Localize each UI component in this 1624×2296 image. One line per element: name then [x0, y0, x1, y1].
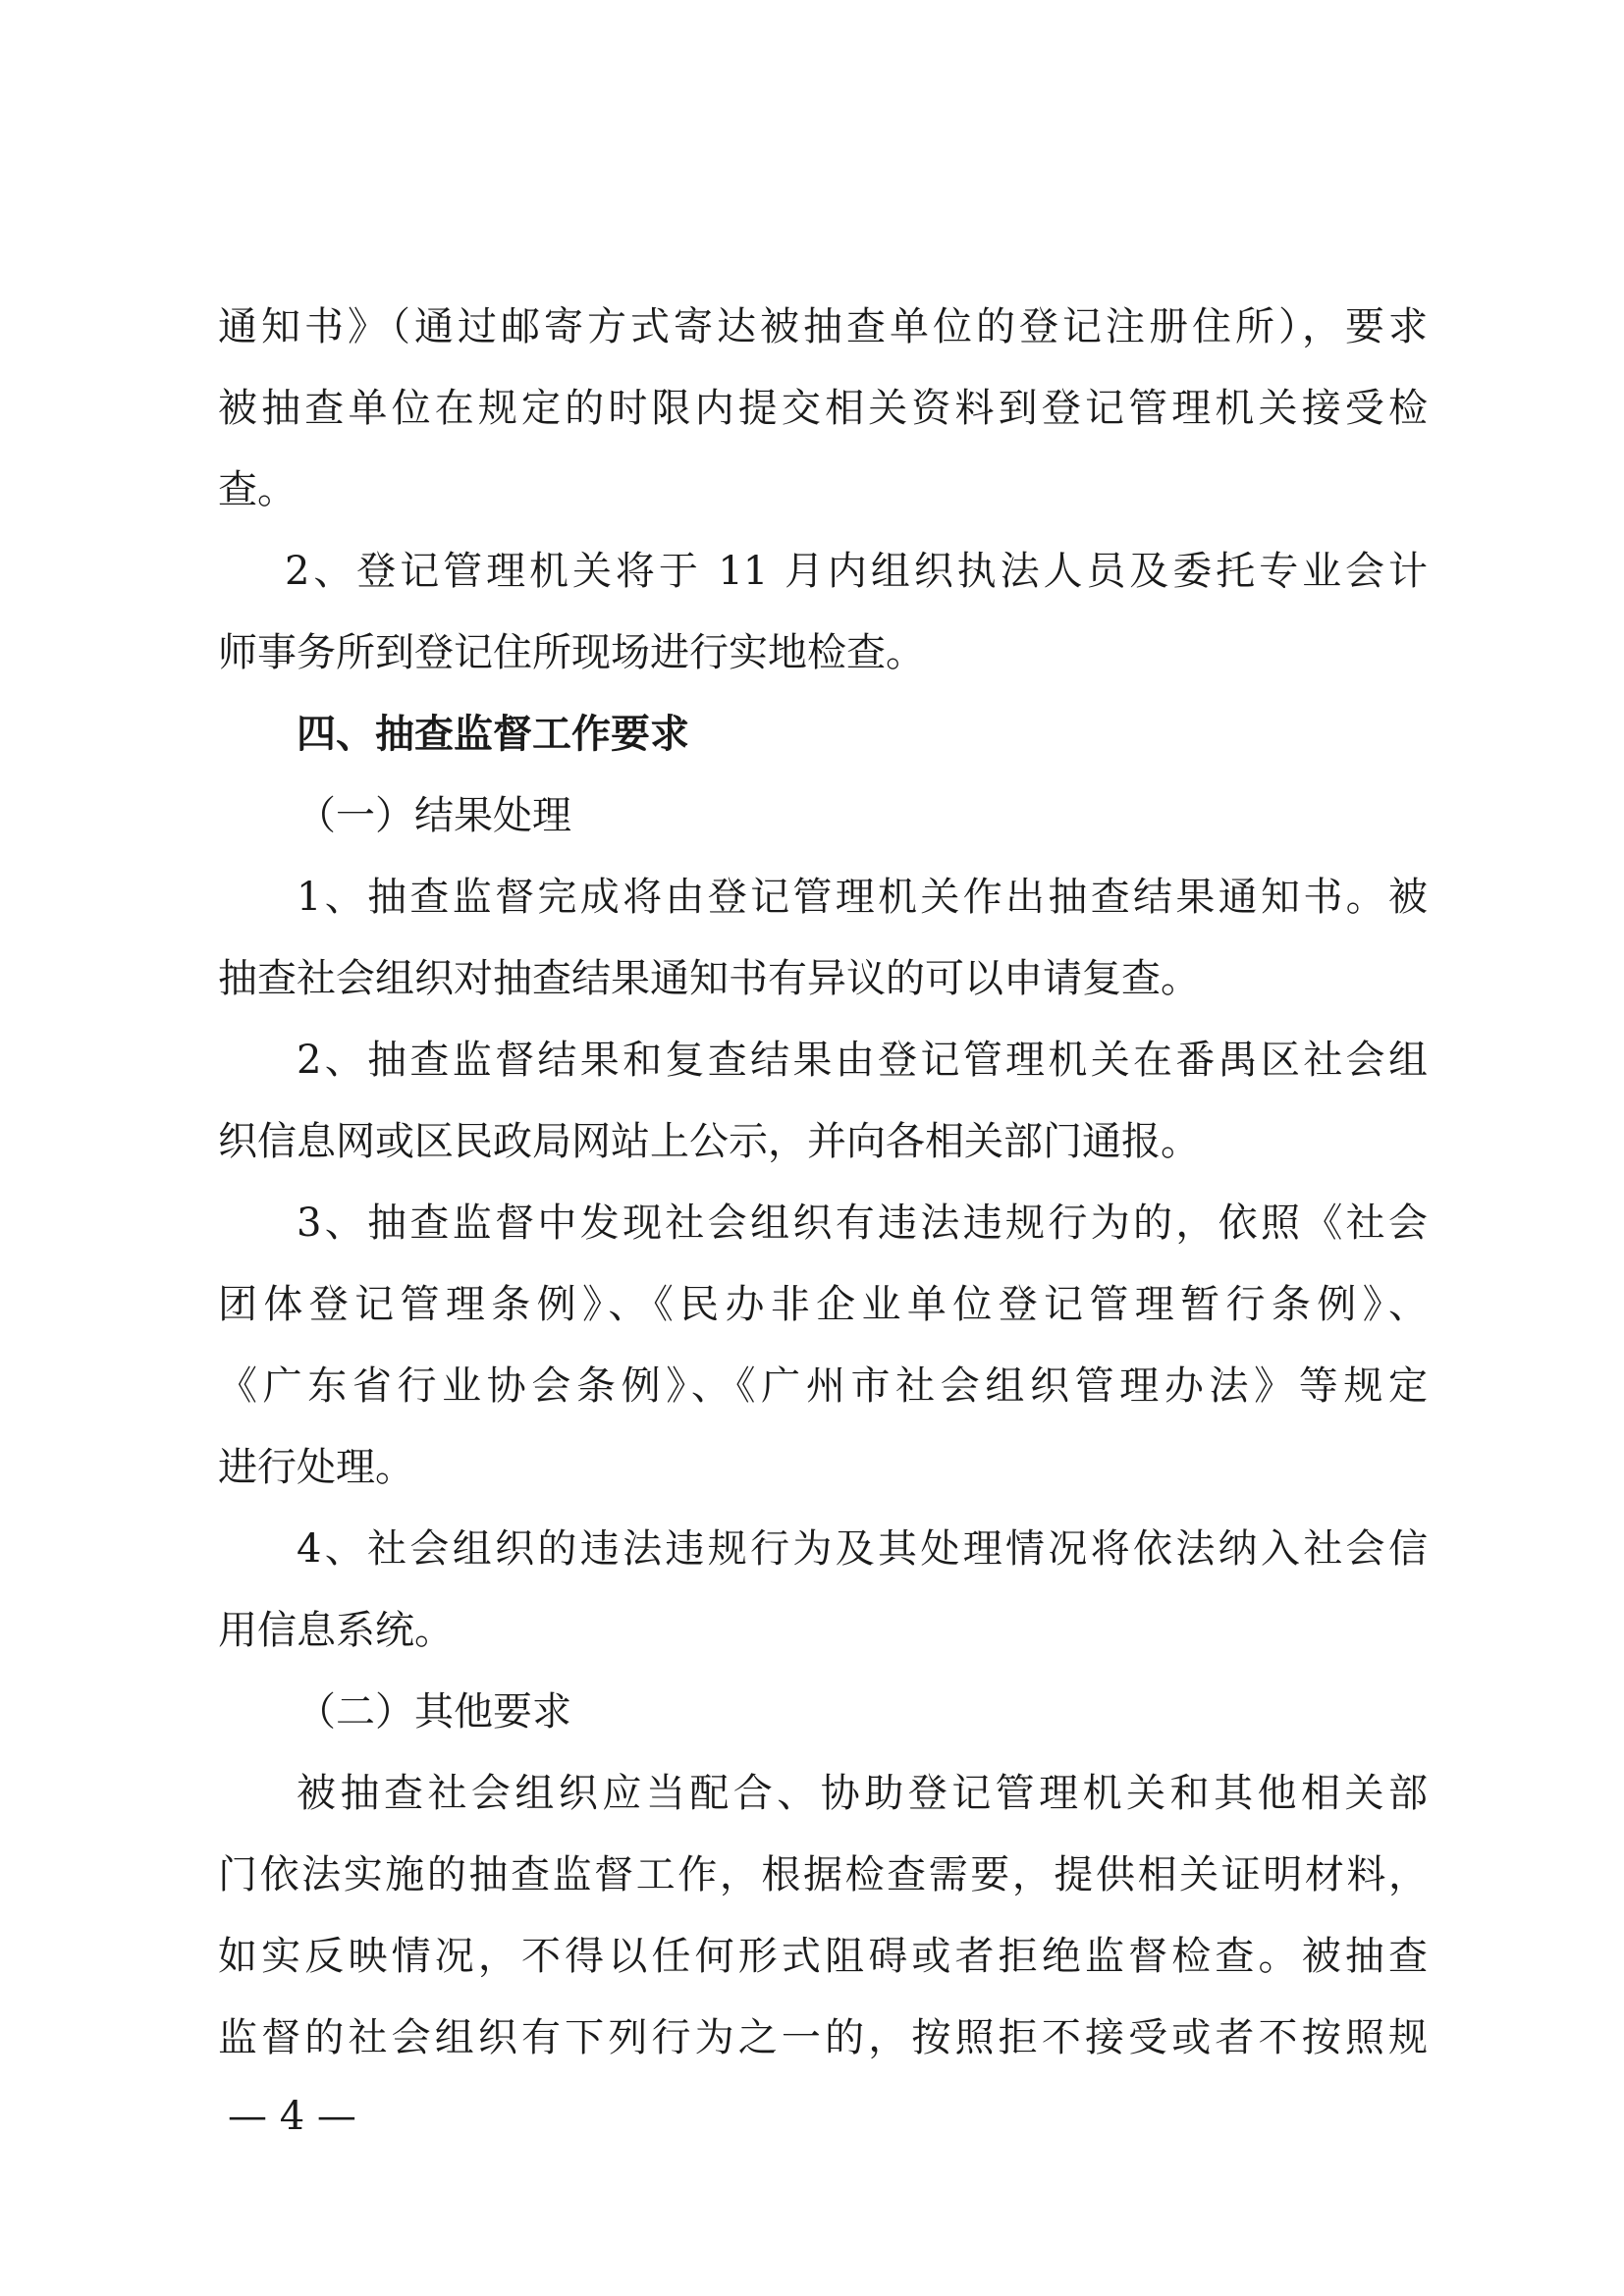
text-line: 如实反映情况，不得以任何形式阻碍或者拒绝监督检查。被抽查	[218, 1934, 1428, 1979]
text-line: 师事务所到登记住所现场进行实地检查。	[218, 630, 925, 675]
text-line: 2、抽查监督结果和复查结果由登记管理机关在番禺区社会组	[297, 1038, 1428, 1083]
text-line: 被抽查社会组织应当配合、协助登记管理机关和其他相关部	[297, 1771, 1428, 1816]
text-line: 团体登记管理条例》、《民办非企业单位登记管理暂行条例》、	[218, 1282, 1428, 1327]
text-line: 抽查社会组织对抽查结果通知书有异议的可以申请复查。	[218, 956, 1200, 1001]
text-line: 通知书》（通过邮寄方式寄达被抽查单位的登记注册住所），要求	[218, 304, 1428, 349]
text-line: 被抽查单位在规定的时限内提交相关资料到登记管理机关接受检	[218, 386, 1428, 431]
text-line: 2、登记管理机关将于 11 月内组织执法人员及委托专业会计	[285, 549, 1428, 594]
subsection-heading: （一）结果处理	[297, 793, 571, 838]
page-number: — 4 —	[228, 2094, 356, 2139]
section-heading: 四、抽查监督工作要求	[297, 712, 689, 757]
text-line: 门依法实施的抽查监督工作，根据检查需要，提供相关证明材料，	[218, 1852, 1428, 1897]
text-line: 用信息系统。	[218, 1608, 454, 1653]
text-line: 1、抽查监督完成将由登记管理机关作出抽查结果通知书。被	[297, 875, 1428, 920]
text-line: 4、社会组织的违法违规行为及其处理情况将依法纳入社会信	[297, 1526, 1428, 1572]
subsection-heading: （二）其他要求	[297, 1689, 571, 1735]
text-line: 3、抽查监督中发现社会组织有违法违规行为的，依照《社会	[297, 1201, 1428, 1246]
text-line: 查。	[218, 467, 297, 512]
text-line: 进行处理。	[218, 1445, 414, 1490]
text-line: 织信息网或区民政局网站上公示，并向各相关部门通报。	[218, 1119, 1200, 1164]
text-line: 监督的社会组织有下列行为之一的，按照拒不接受或者不按照规	[218, 2015, 1428, 2060]
text-line: 《广东省行业协会条例》、《广州市社会组织管理办法》等规定	[218, 1363, 1428, 1409]
